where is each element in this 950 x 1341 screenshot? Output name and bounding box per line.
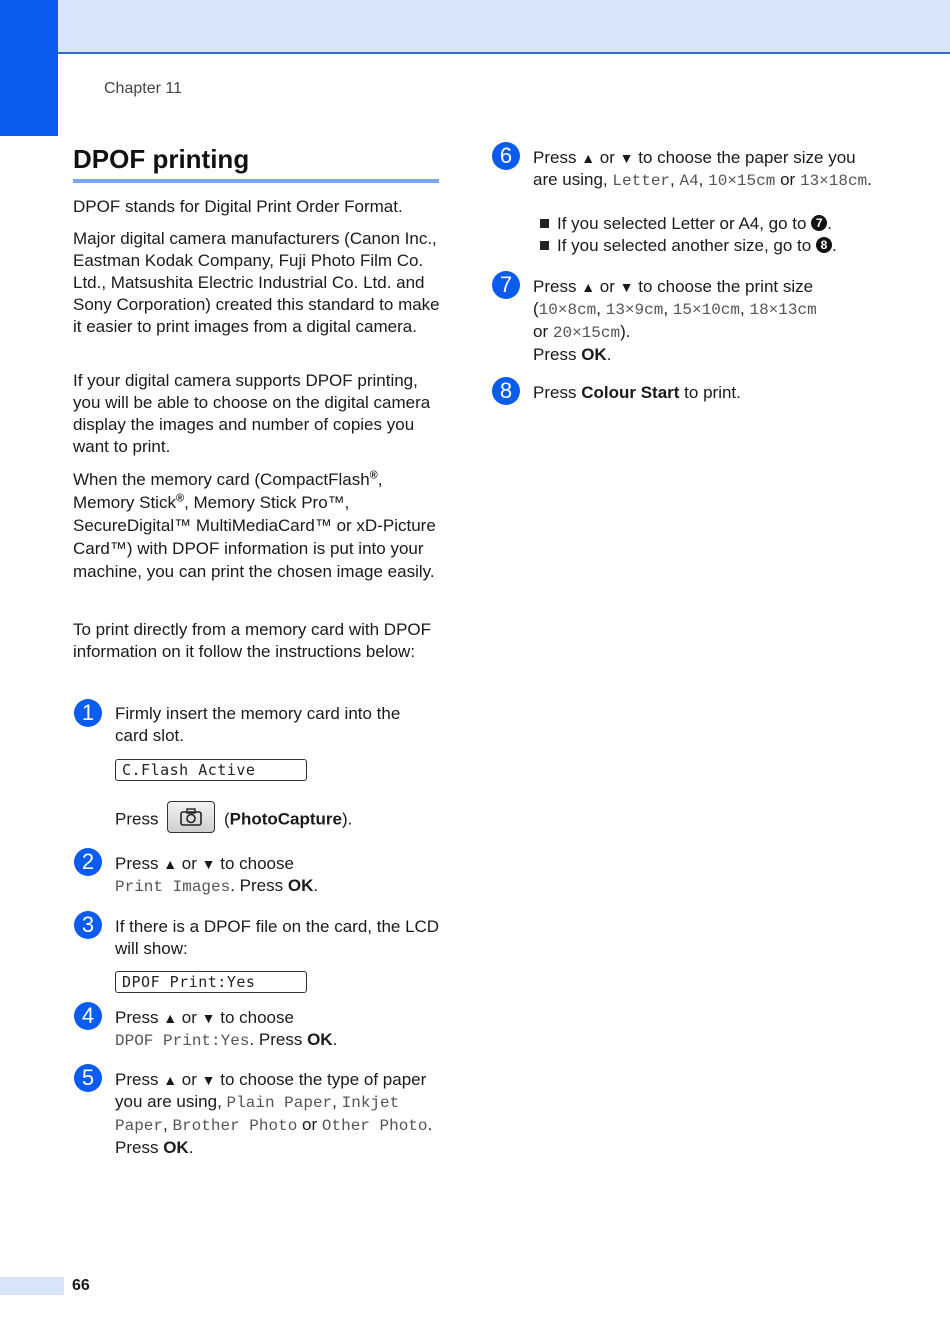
intro-paragraph-1: DPOF stands for Digital Print Order Format. — [73, 197, 403, 216]
page-number: 66 — [72, 1277, 90, 1294]
step-4-text: Press ▲ or ▼ to choose DPOF Print:Yes. Press OK. — [115, 1008, 338, 1050]
up-arrow-icon: ▲ — [163, 1010, 178, 1026]
step-6-bullet-1: If you selected Letter or A4, go to 7 . — [540, 213, 880, 235]
up-arrow-icon: ▲ — [581, 150, 596, 166]
bullet-square — [540, 241, 549, 250]
memory-card-paragraph: When the memory card (CompactFlash®, Memory Stick®, Memory Stick Pro™, SecureDigital™ MultiMediaCard™ or xD-Picture Card™) with DPOF information is put into your machine, you can print the chosen image easily. — [73, 469, 436, 581]
up-arrow-icon: ▲ — [163, 1072, 178, 1088]
step-1-text: Firmly insert the memory card into the card slot. — [115, 704, 401, 745]
intro-paragraph-3: If your digital camera supports DPOF printing, you will be able to choose on the digital camera display the images and number of copies you want to print. — [73, 371, 431, 456]
step-7-text: Press ▲ or ▼ to choose the print size (10×8cm, 13×9cm, 15×10cm, 18×13cm or 20×15cm). Press OK. — [533, 277, 817, 364]
down-arrow-icon: ▼ — [201, 1072, 216, 1088]
down-arrow-icon: ▼ — [201, 856, 216, 872]
step-number-3: 3 — [74, 911, 102, 939]
step-ref-7: 7 — [811, 215, 827, 231]
up-arrow-icon: ▲ — [163, 856, 178, 872]
bullet-square — [540, 219, 549, 228]
lcd-display-flash-active: C.Flash Active — [115, 759, 307, 781]
down-arrow-icon: ▼ — [201, 1010, 216, 1026]
step-number-1: 1 — [74, 699, 102, 727]
photocapture-button — [167, 801, 215, 833]
step-6-bullet-2: If you selected another size, go to 8 . — [540, 235, 880, 257]
step-ref-8: 8 — [816, 237, 832, 253]
lcd-display-dpof-print: DPOF Print:Yes — [115, 971, 307, 993]
down-arrow-icon: ▼ — [619, 150, 634, 166]
chapter-label: Chapter 11 — [104, 80, 182, 97]
up-arrow-icon: ▲ — [581, 279, 596, 295]
title-underline — [73, 179, 439, 183]
step-number-5: 5 — [74, 1064, 102, 1092]
camera-icon — [179, 807, 203, 827]
instructions-intro: To print directly from a memory card with DPOF information on it follow the instructions below: — [73, 620, 432, 661]
step-3-text: If there is a DPOF file on the card, the LCD will show: — [115, 917, 440, 958]
step-2-text: Press ▲ or ▼ to choose Print Images. Press OK. — [115, 854, 319, 896]
header-band — [0, 0, 950, 54]
chapter-tab — [0, 0, 58, 136]
step-number-4: 4 — [74, 1002, 102, 1030]
page-title: DPOF printing — [73, 144, 250, 174]
step-number-2: 2 — [74, 848, 102, 876]
step-number-7: 7 — [492, 271, 520, 299]
footer-band — [0, 1277, 64, 1295]
step-1-press-line: Press (PhotoCapture). — [115, 804, 445, 836]
step-6-text: Press ▲ or ▼ to choose the paper size you are using, Letter, A4, 10×15cm or 13×18cm. — [533, 148, 872, 190]
step-number-6: 6 — [492, 142, 520, 170]
step-5-text: Press ▲ or ▼ to choose the type of paper you are using, Plain Paper, Inkjet Paper, Brother Photo or Other Photo. Press OK. — [115, 1070, 433, 1157]
intro-paragraph-2: Major digital camera manufacturers (Canon Inc., Eastman Kodak Company, Fuji Photo Film Co. Ltd., Matsushita Electric Industrial Co. Ltd. and Sony Corporation) created this standard to make it easier to print images from a digital camera. — [73, 229, 440, 336]
down-arrow-icon: ▼ — [619, 279, 634, 295]
step-number-8: 8 — [492, 377, 520, 405]
step-8-text: Press Colour Start to print. — [533, 383, 741, 402]
